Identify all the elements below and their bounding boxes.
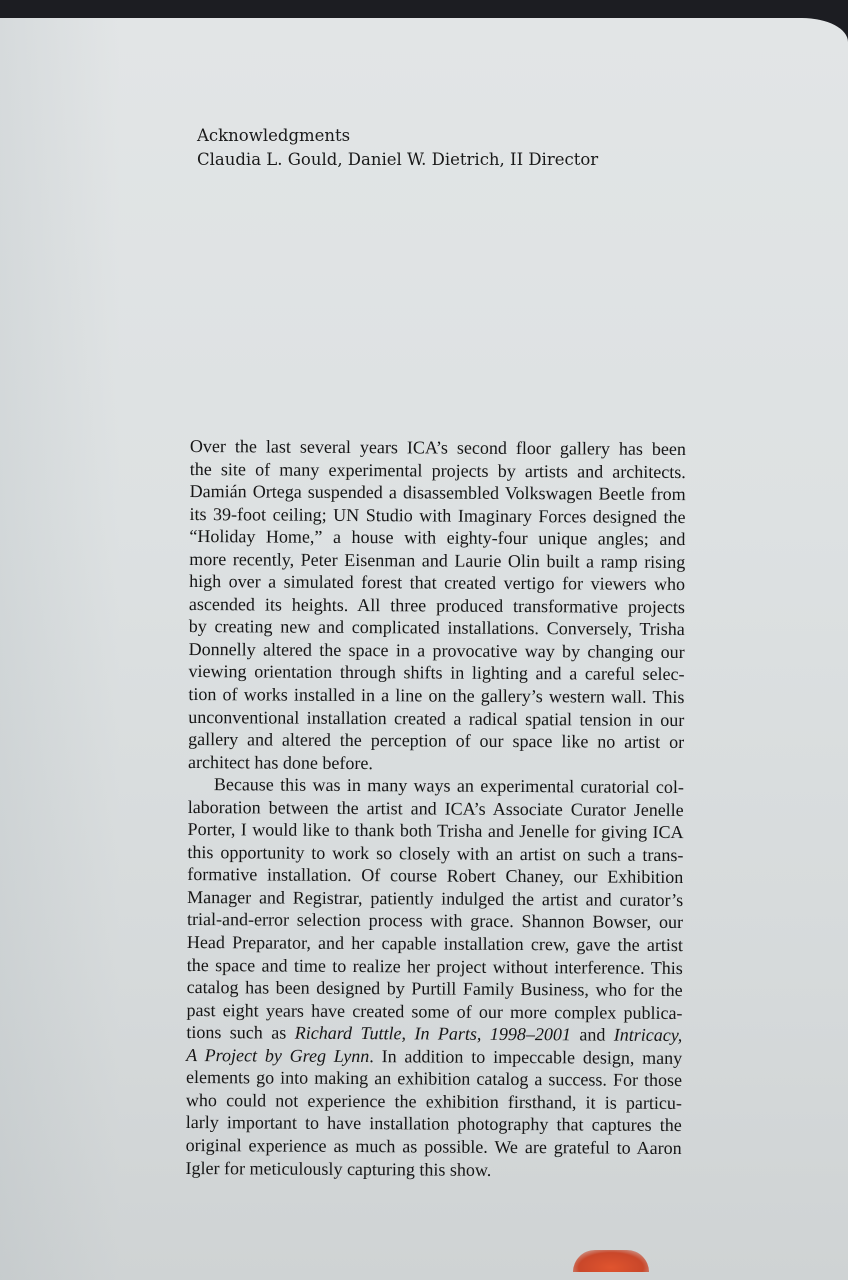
text-line: Head Preparator, and her capable installation crew, gave the artist [186,932,683,956]
text-line: who could not experience the exhibition firsthand, it is particu- [185,1089,682,1113]
text-line: Porter, I would like to thank both Trisha and Jenelle for giving ICA [187,819,684,843]
text-fragment: . In addition to impeccable design, many [369,1045,683,1068]
text-line: Igler for meticulously capturing this show. [185,1157,492,1180]
paragraph-1 [188,435,686,776]
text-line [186,1021,682,1047]
text-line: catalog has been designed by Purtill Family Business, who for the [186,977,683,1001]
publication-title: Intricacy, [613,1024,683,1046]
orange-bookmark-edge [573,1250,649,1272]
text-line: architect has done before. [187,751,373,773]
text-line: the site of many experimental projects by artists and architects. [189,458,686,482]
text-line: larly important to have installation photography that captures the [185,1112,682,1136]
book-page [0,18,848,1280]
text-line: tion of works installed in a line on the gallery’s western wall. This [188,684,685,708]
body-text [185,435,686,1182]
text-line: trial-and-error selection process with grace. Shannon Bowser, our [186,909,684,933]
text-line: high over a simulated forest that created vertigo for viewers who [189,571,686,595]
text-line: gallery and altered the perception of our space like no artist or [188,729,685,753]
publication-title: Richard Tuttle, In Parts, 1998–2001 [294,1022,571,1045]
text-fragment: tions such as [186,1022,295,1043]
text-line: Because this was in many ways an experimental curatorial col- [213,774,684,798]
header [197,124,598,172]
text-line: “Holiday Home,” a house with eighty-four unique angles; and [189,526,686,550]
text-line: viewing orientation through shifts in lighting and a careful selec- [188,661,685,685]
text-line: Manager and Registrar, patiently indulged the artist and curator’s [187,886,684,910]
text-line: past eight years have created some of our more complex publica- [186,999,683,1023]
section-title: Acknowledgments [197,126,351,145]
text-line: Over the last several years ICA’s second floor gallery has been [189,435,686,460]
text-line: laboration between the artist and ICA’s Associate Curator Jenelle [187,796,684,820]
text-line: Damián Ortega suspended a disassembled Volkswagen Beetle from [189,481,686,505]
text-line: this opportunity to work so closely with an artist on such a trans- [187,841,684,865]
text-line: ascended its heights. All three produced transformative projects [188,593,686,617]
text-line: Donnelly altered the space in a provocative way by changing our [188,638,685,662]
text-line [186,1044,682,1070]
text-line: formative installation. Of course Robert Chaney, our Exhibition [187,864,684,888]
publication-title: A Project by Greg Lynn [186,1044,370,1066]
text-line: original experience as much as possible. We are grateful to Aaron [185,1134,682,1158]
paragraph-2 [185,773,683,1182]
page-shading [0,18,120,1280]
text-line: more recently, Peter Eisenman and Laurie Olin built a ramp rising [189,548,686,572]
text-line: its 39-foot ceiling; UN Studio with Imaginary Forces designed the [189,503,686,527]
author-line: Claudia L. Gould, Daniel W. Dietrich, II Director [197,150,599,169]
text-line: elements go into making an exhibition catalog a success. For those [186,1067,683,1091]
text-line: the space and time to realize her project without interference. This [186,954,683,978]
text-line: by creating new and complicated installations. Conversely, Trisha [188,616,685,640]
text-fragment: and [570,1024,614,1045]
text-line: unconventional installation created a radical spatial tension in our [188,706,685,730]
